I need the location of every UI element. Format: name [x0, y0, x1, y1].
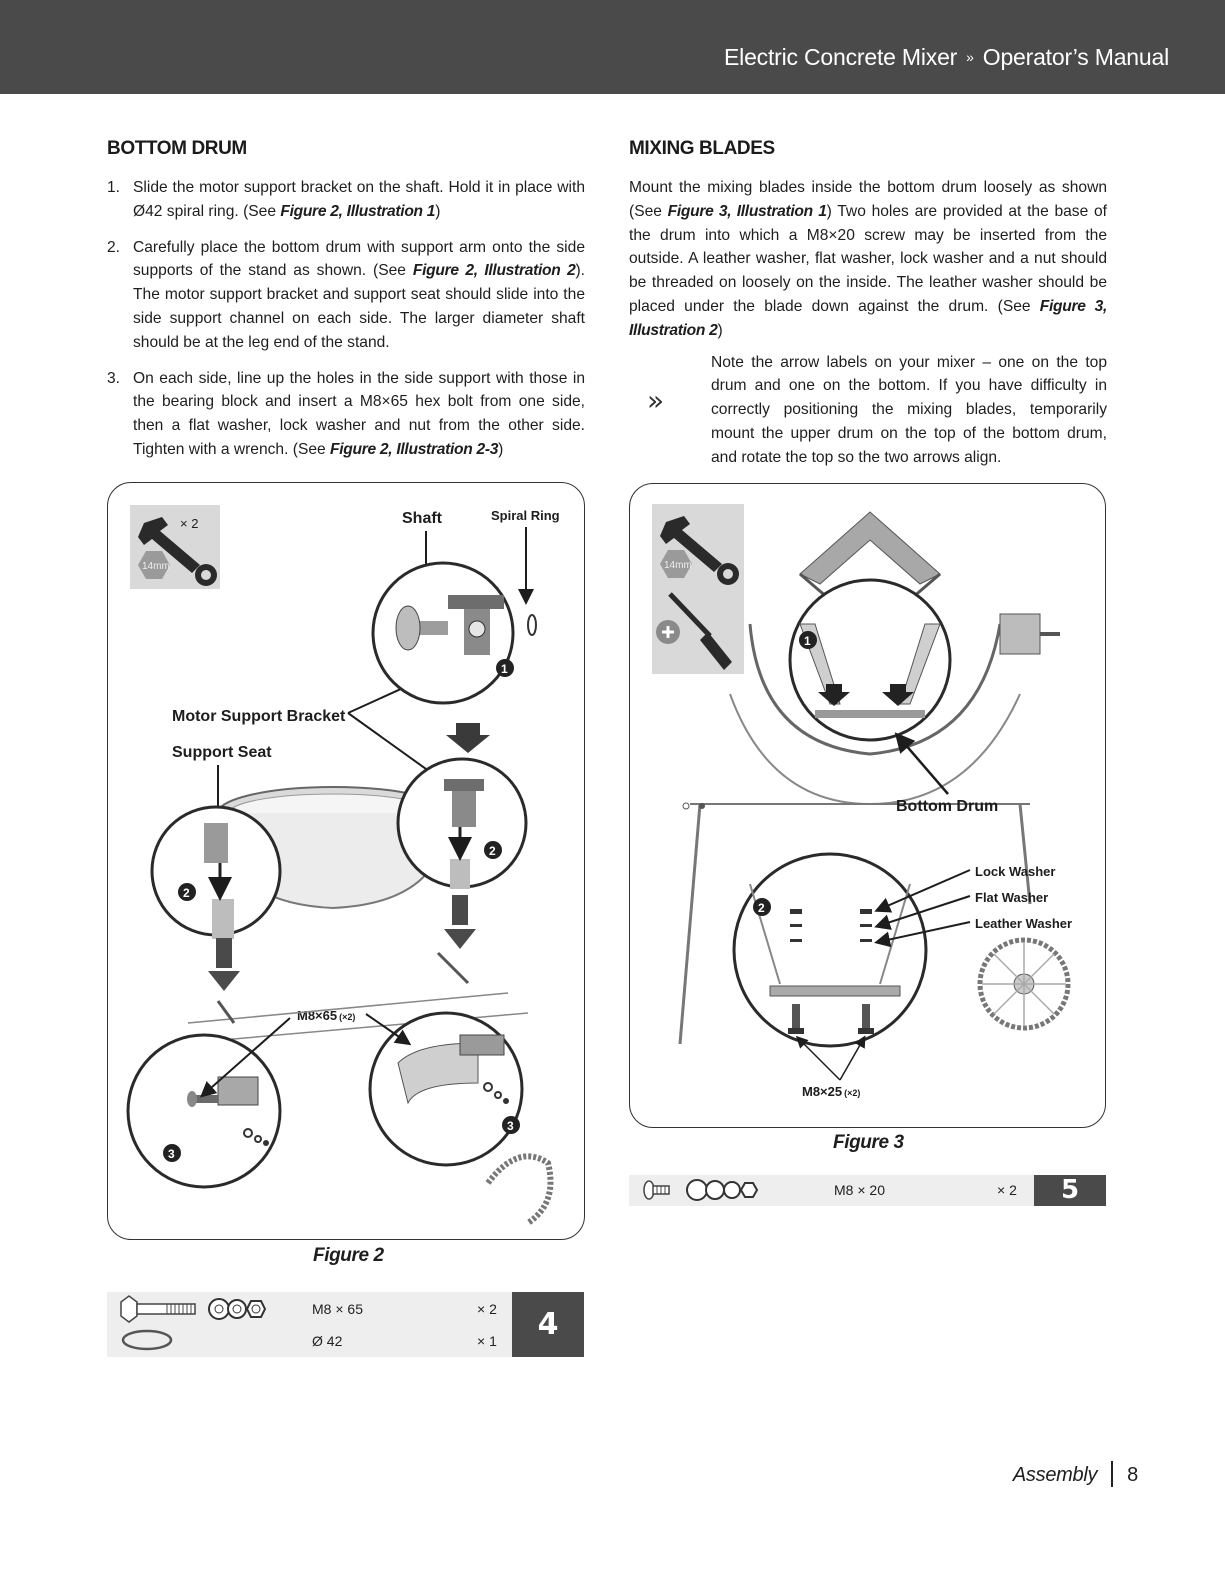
spiral-ring-icon: [123, 1331, 171, 1349]
header-product: Electric Concrete Mixer: [724, 44, 958, 70]
step-1: [107, 176, 585, 224]
footer-divider: [1111, 1461, 1113, 1487]
tool-panel: [652, 504, 744, 674]
figure-3-illustration: [629, 483, 1106, 1128]
step-number: 3.: [107, 369, 121, 387]
tool-size: 14mm: [664, 560, 692, 571]
paragraph-text: ): [717, 321, 723, 339]
footer-section: Assembly: [1012, 1464, 1098, 1486]
part-name-ring: Ø 42: [312, 1333, 343, 1349]
figure-reference: Figure 3, Illustration 2: [629, 297, 1107, 339]
spiral-ring-icon: [528, 615, 536, 635]
figure-reference: Figure 2, Illustration 2: [412, 262, 576, 280]
figure-2-illustration: [107, 482, 585, 1240]
washer-icon: [687, 1180, 757, 1200]
screw-size: M8×25: [802, 1084, 843, 1099]
step-number: 2.: [107, 238, 121, 256]
screw-qty: (×2): [844, 1088, 861, 1098]
figure-2-caption: Figure 2: [313, 1245, 384, 1266]
bolt-icon: [121, 1296, 195, 1322]
bolt-icon: [644, 1181, 669, 1199]
mixing-blades-paragraph: [629, 176, 1107, 343]
note-chevron-icon: »: [647, 383, 665, 417]
part-qty-bolt: × 2: [477, 1301, 497, 1317]
detail-circle-2-right: [398, 759, 526, 889]
marker-2-left-label: 2: [183, 886, 190, 900]
arrow-down-icon: [444, 929, 476, 949]
marker-1-label: 1: [804, 634, 811, 648]
label-leather-washer: Leather Washer: [975, 916, 1073, 931]
washer-icon: [209, 1299, 265, 1319]
part-name-bolt: M8 × 65: [312, 1301, 363, 1317]
marker-1-label: 1: [501, 662, 508, 676]
page-number: 8: [1127, 1464, 1138, 1486]
bolt-qty: (×2): [339, 1012, 356, 1022]
step-number: 1.: [107, 179, 121, 196]
part-qty-screw: × 2: [997, 1182, 1017, 1198]
detail-circle-1: [790, 580, 950, 740]
parts-4-icons: [115, 1292, 275, 1357]
figure-3-caption: Figure 3: [833, 1132, 904, 1153]
bottom-drum-heading: BOTTOM DRUM: [107, 138, 247, 159]
step-number-badge: 4: [512, 1292, 584, 1357]
mixing-blades-heading: MIXING BLADES: [629, 138, 775, 159]
figure-reference: Figure 2, Illustration 2-3: [330, 440, 499, 458]
label-lock-washer: Lock Washer: [975, 864, 1056, 879]
detail-circle-1: [373, 563, 536, 703]
label-bottom-drum: Bottom Drum: [896, 798, 999, 815]
step-text: Carefully place the bottom drum with support arm onto the side supports of the stand as shown. (See: [133, 238, 585, 280]
tool-size: 14mm: [142, 561, 170, 572]
step-text: Slide the motor support bracket on the shaft. Hold it in place with Ø42 spiral ring. (See: [133, 179, 585, 220]
detail-circle-2: [734, 854, 926, 1046]
label-spiral-ring: Spiral Ring: [491, 508, 560, 523]
step-text-end: ). The motor support bracket and support seat should slide into the side support channel on each side. The larger diameter shaft should be at the leg end of the stand.: [133, 262, 585, 351]
figure-2-drawing: [108, 483, 585, 1240]
parts-5-icons: [637, 1175, 777, 1206]
arrow-down-icon: [208, 971, 240, 991]
part-name-screw: M8 × 20: [834, 1182, 885, 1198]
detail-circle-3-right: [370, 1013, 522, 1165]
note-box: [629, 351, 1107, 470]
parts-list-step-4: [107, 1292, 584, 1357]
page-footer: [1013, 1461, 1138, 1487]
marker-3-left-label: 3: [168, 1147, 175, 1161]
step-text-end: ): [498, 440, 504, 458]
figure-reference: Figure 2, Illustration 1: [280, 202, 436, 220]
left-column: [107, 138, 585, 474]
paragraph-text: Mount the mixing blades inside the bottom drum loosely as shown (See: [629, 179, 1107, 220]
parts-list-step-5: [629, 1175, 1106, 1206]
bolt-size: M8×65: [297, 1008, 338, 1023]
step-text: On each side, line up the holes in the side support with those in the bearing block and insert a M8×65 hex bolt from one side, then a flat washer, lock washer and nut from the other side. Tighten with a wrench. (See: [133, 369, 585, 458]
header-band: [0, 0, 1225, 94]
label-motor-support-bracket: Motor Support Bracket: [172, 708, 346, 725]
header-doc: Operator’s Manual: [982, 44, 1169, 70]
right-column: [629, 138, 1107, 470]
label-support-seat: Support Seat: [172, 744, 272, 761]
detail-circle-2-left: [152, 807, 280, 939]
part-qty-ring: × 1: [477, 1333, 497, 1349]
wheel-drawing: [980, 940, 1068, 1028]
note-text: Note the arrow labels on your mixer – one on the top drum and one on the bottom. If you have difficulty in correctly positioning the mixing blades, temporarily mount the upper drum on the top of the bottom drum, and rotate the top so the two arrows align.: [711, 353, 1107, 466]
arrow-down-icon: [446, 723, 490, 753]
detail-circle-3-left: [128, 1035, 280, 1187]
figure-reference: Figure 3, Illustration 1: [667, 202, 827, 220]
header-separator: »: [966, 49, 974, 65]
step-text-end: ): [435, 202, 441, 220]
tool-panel: [130, 505, 220, 589]
step-2: [107, 236, 585, 355]
tool-qty: × 2: [180, 516, 199, 531]
marker-2-label: 2: [758, 901, 765, 915]
step-3: [107, 367, 585, 462]
label-screw: [802, 1084, 860, 1099]
step-number-badge: 5: [1034, 1175, 1106, 1206]
marker-3-right-label: 3: [507, 1119, 514, 1133]
label-shaft: Shaft: [402, 510, 442, 527]
label-flat-washer: Flat Washer: [975, 890, 1049, 905]
header-title: [724, 44, 1169, 71]
paragraph-text: ) Two holes are provided at the base of the drum into which a M8×20 screw may be inserted from the outside. A leather washer, flat washer, lock washer and a nut should be threaded on loosely on the inside. The leather washer should be placed under the blade down against the drum. (See: [629, 202, 1107, 315]
bottom-drum-steps: [107, 176, 585, 462]
marker-2-right-label: 2: [489, 844, 496, 858]
figure-3-drawing: [630, 484, 1106, 1128]
